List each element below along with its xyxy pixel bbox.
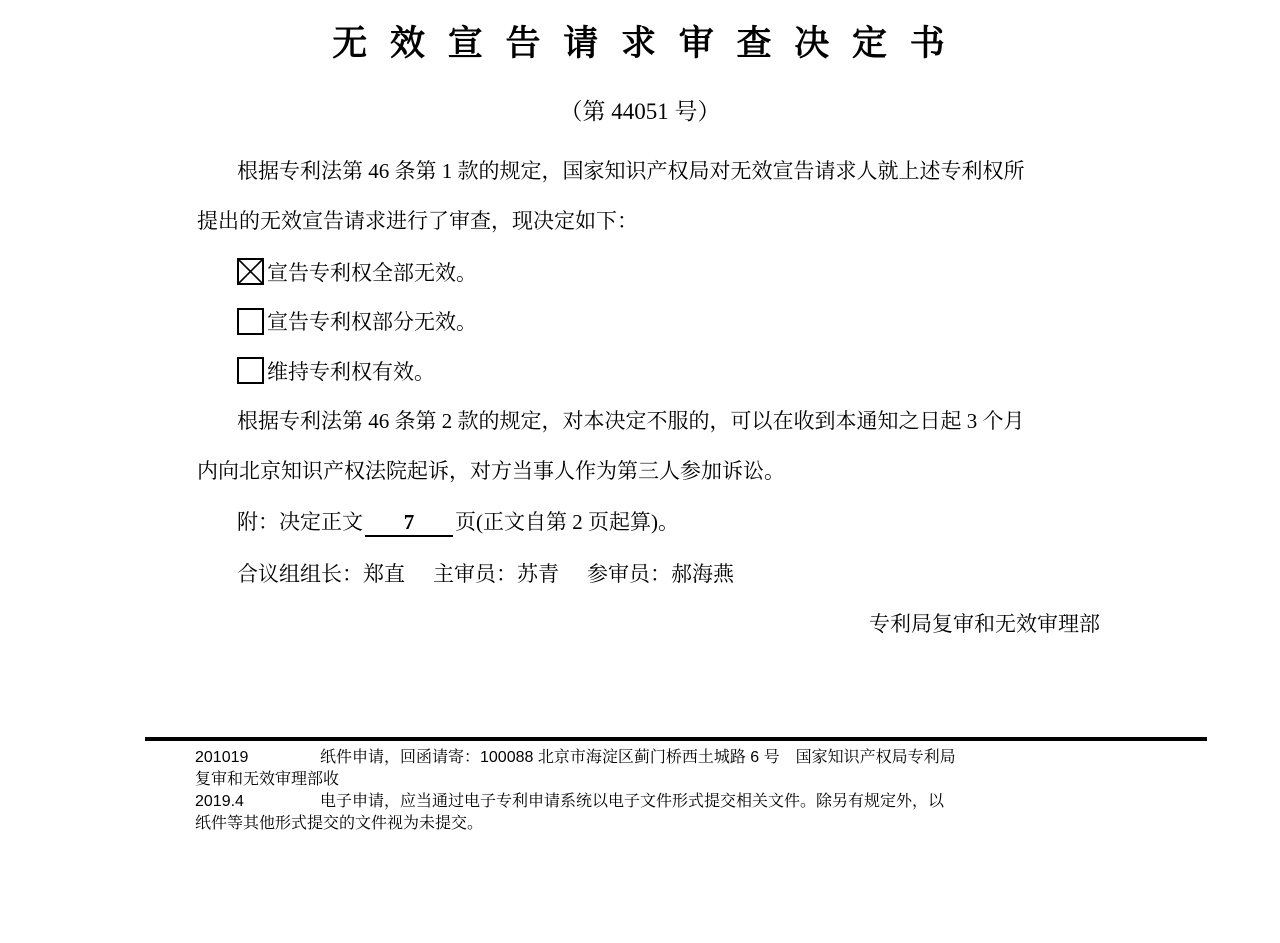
panel-members-line — [237, 549, 734, 599]
footer-electronic-text-1: 电子申请，应当通过电子专利申请系统以电子文件形式提交相关文件。除另有规定外，以 — [320, 793, 945, 810]
panel-secondary-examiner — [587, 562, 734, 586]
panel-primary-name: 苏青 — [517, 562, 559, 586]
option-row-full-invalidation — [237, 247, 1107, 297]
footer-electronic-code: 2019.4 — [195, 793, 244, 810]
option-label-full-invalidation: 宣告专利权全部无效。 — [267, 260, 477, 285]
attachment-prefix: 附：决定正文 — [237, 510, 363, 534]
appeal-line-2: 内向北京知识产权法院起诉，对方当事人作为第三人参加诉讼。 — [197, 459, 785, 483]
footer-paper-code: 201019 — [195, 749, 249, 766]
checkbox-unchecked-icon[interactable] — [237, 308, 264, 335]
decision-number: （第 44051 号） — [559, 99, 721, 124]
paragraph-decision-intro — [197, 146, 1107, 246]
checkbox-unchecked-icon[interactable] — [237, 357, 264, 384]
paragraph-appeal-notice — [197, 396, 1107, 496]
option-row-maintain-valid — [237, 346, 1107, 396]
panel-secondary-label: 参审员： — [587, 562, 671, 586]
attachment-suffix: 页(正文自第 2 页起算)。 — [455, 510, 679, 534]
option-label-partial-invalidation: 宣告专利权部分无效。 — [267, 310, 477, 335]
panel-chief — [237, 562, 405, 586]
intro-line-1: 根据专利法第 46 条第 1 款的规定，国家知识产权局对无效宣告请求人就上述专利权所 — [237, 159, 1025, 183]
panel-secondary-name: 郝海燕 — [671, 562, 734, 586]
option-row-partial-invalidation — [237, 297, 1107, 347]
footer-electronic-note-line-1 — [195, 791, 1160, 813]
panel-primary-examiner — [433, 562, 559, 586]
attachment-line — [237, 497, 679, 547]
panel-chief-name: 郑直 — [363, 562, 405, 586]
footer-electronic-note-line-2: 纸件等其他形式提交的文件视为未提交。 — [195, 815, 484, 832]
panel-chief-label: 合议组组长： — [237, 562, 363, 586]
footer-paper-note-line-2: 复审和无效审理部收 — [195, 771, 340, 788]
footer-divider — [145, 737, 1207, 741]
page-title: 无 效 宣 告 请 求 审 查 决 定 书 — [332, 24, 948, 63]
department-signature: 专利局复审和无效审理部 — [869, 612, 1100, 636]
attachment-pages-value: 7 — [365, 509, 453, 537]
panel-primary-label: 主审员： — [433, 562, 517, 586]
footer-paper-note-line-1 — [195, 747, 1160, 769]
footer-paper-text-1: 纸件申请，回函请寄：100088 北京市海淀区蓟门桥西土城路 6 号 国家知识产权局专利局 — [320, 749, 956, 766]
footer-notes — [195, 747, 1160, 835]
option-label-maintain-valid: 维持专利权有效。 — [267, 359, 435, 384]
intro-line-2: 提出的无效宣告请求进行了审查，现决定如下： — [197, 209, 638, 233]
appeal-line-1: 根据专利法第 46 条第 2 款的规定，对本决定不服的，可以在收到本通知之日起 3 个月 — [237, 409, 1025, 433]
decision-options — [237, 247, 1107, 396]
checkbox-checked-icon[interactable] — [237, 258, 264, 285]
